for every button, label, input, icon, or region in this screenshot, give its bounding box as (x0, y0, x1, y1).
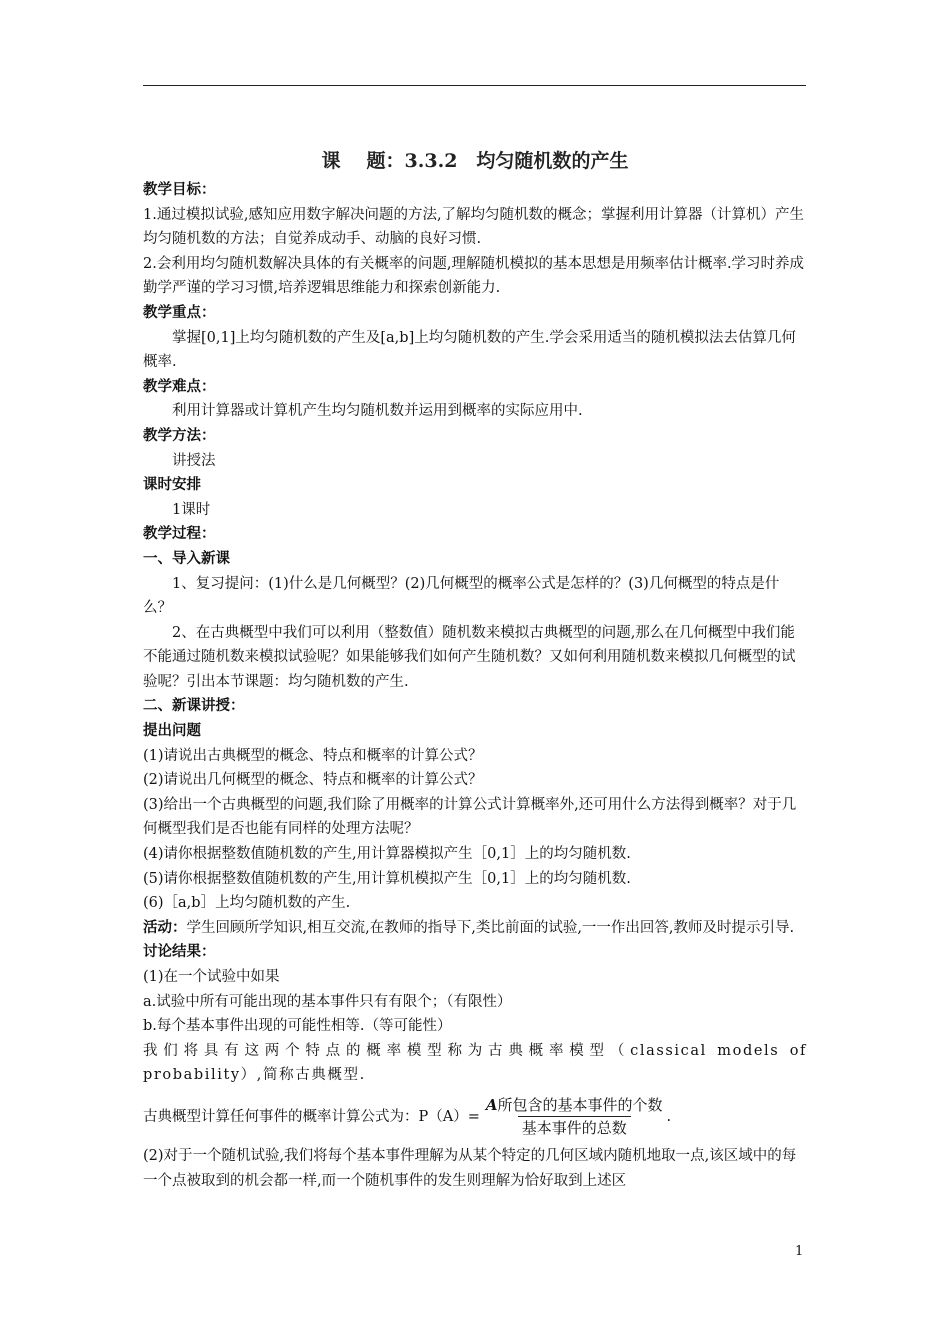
result-1: (1)在一个试验中如果 (143, 969, 280, 985)
formula-fraction: $\frac{\text{A所包含的基本事件的个数}}{\text{基本事件的总数}}$ (485, 1096, 663, 1138)
method-heading: 教学方法： (143, 426, 216, 444)
page-number: 1 (795, 1244, 804, 1259)
process-heading: 教学过程： (143, 525, 216, 543)
result-1a: a.试验中所有可能出现的基本事件只有有限个；（有限性） (143, 993, 512, 1010)
intro-heading: 一、导入新课 (143, 549, 230, 567)
intro-1: 1、复习提问：(1)什么是几何概型？(2)几何概型的概率公式是怎样的？(3)几何概型的特点是什么？ (143, 575, 780, 617)
key-points: 掌握[0,1]上均匀随机数的产生及[a,b]上均匀随机数的产生.学会采用适当的随机模拟法去估算几何概率. (143, 329, 796, 371)
questions-heading: 提出问题 (143, 722, 201, 740)
key-points-heading: 教学重点： (143, 303, 216, 321)
question-6: (6)［a,b］上均匀随机数的产生. (143, 895, 351, 912)
difficulty-heading: 教学难点： (143, 377, 216, 395)
question-4: (4)请你根据整数值随机数的产生,用计算器模拟产生［0,1］上的均匀随机数. (143, 846, 631, 863)
goals-heading: 教学目标： (143, 181, 216, 198)
question-2: (2)请说出几何概型的概念、特点和概率的计算公式？ (143, 772, 483, 789)
activity: 活动：学生回顾所学知识,相互交流,在教师的指导下,类比前面的试验,一一作出回答,教师及时提示引导. (143, 918, 795, 936)
probability-formula: 古典概型计算任何事件的概率计算公式为：P（A）= $\frac{\text{A所包含的基本事件的个数}}{\text{基本事件的总数}}$ . (143, 1096, 672, 1138)
document-body (143, 146, 807, 1193)
schedule-heading: 课时安排 (143, 476, 201, 494)
page-title: 课 题：3.3.2 均匀随机数的产生 (321, 150, 629, 172)
result-1c: 我们将具有这两个特点的概率模型称为古典概率模型（classical models of probability）,简称古典概型. (143, 1042, 807, 1084)
goal-2: 2.会利用均匀随机数解决具体的有关概率的问题,理解随机模拟的基本思想是用频率估计概率.学习时养成勤学严谨的学习习惯,培养逻辑思维能力和探索创新能力. (143, 255, 805, 297)
method: 讲授法 (172, 452, 216, 469)
question-5: (5)请你根据整数值随机数的产生,用计算机模拟产生［0,1］上的均匀随机数. (143, 870, 631, 887)
header-rule (143, 85, 806, 86)
question-3: (3)给出一个古典概型的问题,我们除了用概率的计算公式计算概率外,还可用什么方法得到概率？对于几何概型我们是否也能有同样的处理方法呢？ (143, 796, 797, 838)
new-lesson-heading: 二、新课讲授： (143, 697, 245, 715)
question-1: (1)请说出古典概型的概念、特点和概率的计算公式？ (143, 747, 483, 764)
intro-2: 2、在古典概型中我们可以利用（整数值）随机数来模拟古典概型的问题,那么在几何概型中我们能不能通过随机数来模拟试验呢？如果能够我们如何产生随机数？又如何利用随机数来模拟几何概型的试验呢？引出本节课题：均匀随机数的产生. (143, 624, 796, 690)
goal-1: 1.通过模拟试验,感知应用数字解决问题的方法,了解均匀随机数的概念；掌握利用计算器（计算机）产生均匀随机数的方法；自觉养成动手、动脑的良好习惯. (143, 206, 805, 248)
result-2: (2)对于一个随机试验,我们将每个基本事件理解为从某个特定的几何区域内随机地取一点,该区域中的每一个点被取到的机会都一样,而一个随机事件的发生则理解为恰好取到上述区 (143, 1147, 797, 1189)
result-1b: b.每个基本事件出现的可能性相等.（等可能性） (143, 1018, 452, 1035)
schedule: 1课时 (172, 501, 211, 518)
difficulty: 利用计算器或计算机产生均匀随机数并运用到概率的实际应用中. (172, 403, 583, 420)
results-heading: 讨论结果： (143, 943, 216, 961)
